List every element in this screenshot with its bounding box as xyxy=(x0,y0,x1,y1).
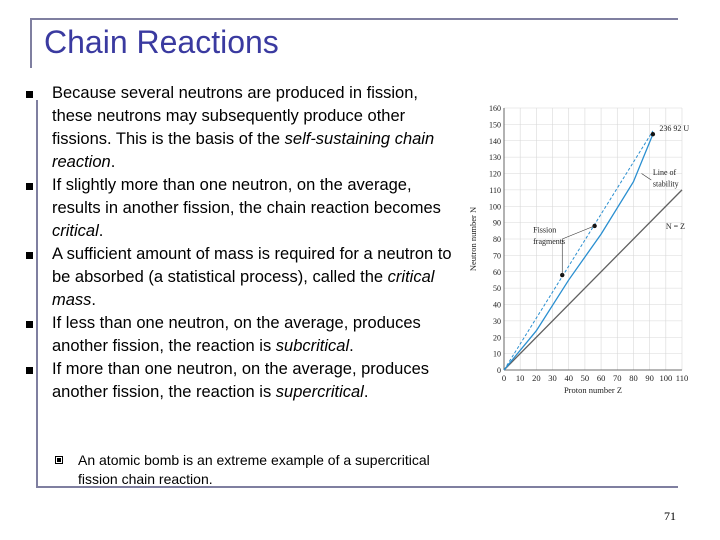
y-tick-label: 150 xyxy=(489,120,501,130)
x-tick-label: 50 xyxy=(580,373,590,383)
y-tick-label: 30 xyxy=(493,316,501,326)
annotation-label-5: 236 92 U xyxy=(659,123,690,133)
square-bullet-icon xyxy=(26,367,33,374)
bullet-item xyxy=(24,358,454,404)
x-tick-label: 10 xyxy=(515,373,525,383)
square-bullet-icon xyxy=(26,252,33,259)
bullet-text: A sufficient amount of mass is required for a neutron to be absorbed (a statistical process), called the xyxy=(52,245,452,286)
x-tick-label: 70 xyxy=(613,373,622,383)
bullet-emphasis: supercritical xyxy=(275,383,364,401)
frame-left-rule xyxy=(30,18,32,68)
bullet-emphasis: subcritical xyxy=(275,337,350,355)
y-tick-label: 90 xyxy=(493,218,501,228)
bullet-item xyxy=(24,174,454,243)
annotation-label-4: N = Z xyxy=(665,222,686,232)
series-line-0 xyxy=(504,190,682,370)
y-tick-label: 80 xyxy=(493,235,501,244)
y-tick-label: 10 xyxy=(493,349,501,359)
y-tick-label: 160 xyxy=(489,104,501,113)
bullet-tail: . xyxy=(91,291,97,309)
bullet-item xyxy=(24,243,454,312)
y-tick-label: 0 xyxy=(497,366,501,375)
bullet-tail: . xyxy=(98,222,104,240)
y-axis-label: Neutron number N xyxy=(468,206,478,272)
bullet-emphasis: critical mass xyxy=(52,268,435,309)
page-number: 71 xyxy=(664,509,676,523)
y-tick-label: 60 xyxy=(493,267,501,277)
x-tick-label: 0 xyxy=(501,373,507,383)
sub-bullet xyxy=(52,451,458,489)
y-tick-label: 40 xyxy=(493,300,501,310)
stability-chart xyxy=(466,98,696,398)
bullet-tail: . xyxy=(349,337,354,355)
square-bullet-icon xyxy=(26,183,33,190)
bullet-item xyxy=(24,82,454,174)
data-point-u-236 xyxy=(651,132,655,136)
annotation-label-0: Line of xyxy=(652,168,677,178)
y-tick-label: 110 xyxy=(489,185,501,195)
series-line-2 xyxy=(504,131,653,370)
bullet-text: Because several neutrons are produced in fission, these neutrons may subsequently produce other fissions. This is the basis of the xyxy=(52,84,418,148)
x-tick-label: 80 xyxy=(629,373,638,383)
x-tick-label: 30 xyxy=(548,373,557,383)
y-tick-label: 100 xyxy=(489,202,501,212)
x-tick-label: 60 xyxy=(596,373,606,383)
y-tick-label: 50 xyxy=(493,284,501,294)
annotation-label-1: stability xyxy=(652,179,679,189)
frame-top-rule xyxy=(30,18,678,20)
bullet-text: If slightly more than one neutron, on the average, results in another fission, the chain reaction becomes xyxy=(52,176,441,217)
x-tick-label: 40 xyxy=(564,373,573,383)
y-tick-label: 120 xyxy=(489,169,501,179)
bullet-emphasis: self-sustaining chain reaction xyxy=(52,130,435,171)
bullet-list xyxy=(24,82,454,404)
x-tick-label: 20 xyxy=(532,373,541,383)
bullet-item xyxy=(24,312,454,358)
bullet-emphasis: critical xyxy=(52,222,99,240)
y-tick-label: 130 xyxy=(489,153,501,163)
bullet-text: If more than one neutron, on the average, produces another fission, the reaction is xyxy=(52,360,430,401)
sub-bullet-text: An atomic bomb is an extreme example of a supercritical fission chain reaction. xyxy=(78,452,430,487)
bullet-tail: . xyxy=(110,153,116,171)
y-tick-label: 70 xyxy=(493,251,501,261)
x-tick-label: 110 xyxy=(675,373,689,383)
square-bullet-icon xyxy=(26,91,33,98)
x-axis-label: Proton number Z xyxy=(563,385,623,395)
bullet-tail: . xyxy=(363,383,369,401)
x-tick-label: 90 xyxy=(645,373,654,383)
square-bullet-icon xyxy=(26,321,33,328)
x-tick-label: 100 xyxy=(659,373,673,383)
slide-title: Chain Reactions xyxy=(44,24,279,60)
bullet-text: If less than one neutron, on the average, produces another fission, the reaction is xyxy=(52,314,421,355)
hollow-square-bullet-icon xyxy=(55,456,63,464)
y-tick-label: 140 xyxy=(489,136,501,146)
y-tick-label: 20 xyxy=(493,333,501,343)
annotation-label-2: Fission xyxy=(533,225,557,235)
annotation-label-3: fragments xyxy=(533,236,566,246)
